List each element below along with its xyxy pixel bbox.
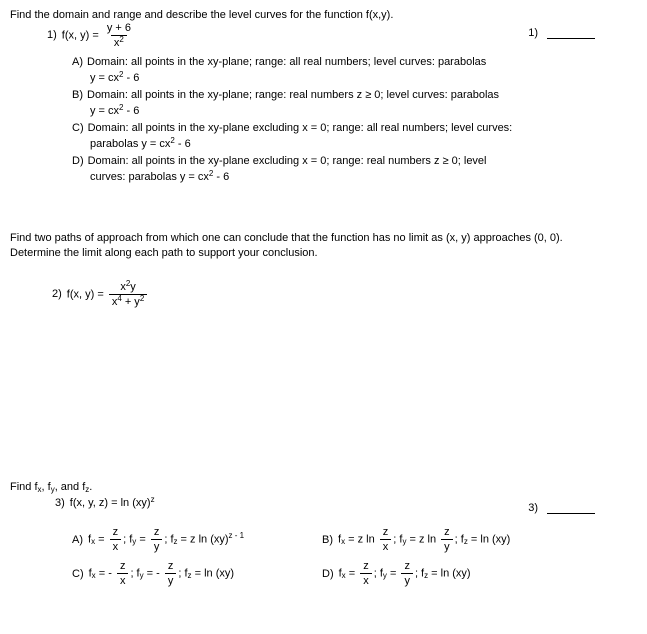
option-1d-formula: curves: parabolas $y = cx^2 - 6$ bbox=[90, 169, 230, 183]
problem-2-row bbox=[10, 281, 637, 308]
option-3c-formula: $f_x$ = - $\frac{z}{x}$ ; $f_y$ = - $\frac{z}{y}$ ; $f_z = \ln (xy)$ bbox=[88, 560, 235, 587]
option-1b-text: Domain: all points in the xy-plane; range: real numbers z ≥ 0; level curves: parabolas bbox=[87, 89, 500, 101]
problem-3-number: 3) bbox=[55, 497, 65, 509]
problem-2-statement bbox=[52, 281, 149, 308]
answer-3-number: 3) bbox=[528, 502, 538, 514]
option-3d-formula: $f_x$ = $\frac{z}{x}$ ; $f_y$ = $\frac{z}{y}$ ; $f_z = \ln (xy)$ bbox=[338, 560, 471, 587]
answer-1-number: 1) bbox=[528, 27, 538, 39]
option-3c bbox=[72, 560, 322, 587]
option-3c-label: C) bbox=[72, 567, 84, 580]
option-3b-formula: $f_x = z$ ln $\frac{z}{x}$ ; $f_y = z$ ln $\frac{z}{y}$ ; $f_z = \ln (xy)$ bbox=[338, 526, 511, 553]
section-2-instructions-line2: Determine the limit along each path to support your conclusion. bbox=[10, 247, 318, 259]
option-1b-label: B) bbox=[72, 89, 83, 101]
option-3b-label: B) bbox=[322, 533, 333, 546]
problem-3-row bbox=[10, 497, 637, 514]
problem-1-options bbox=[72, 54, 637, 185]
option-1c-text: Domain: all points in the xy-plane excluding x = 0; range: all real numbers; level curves: bbox=[87, 122, 513, 134]
option-3a-label: A) bbox=[72, 533, 83, 546]
problem-3-statement bbox=[55, 497, 155, 509]
problem-1-expression: f(x, y) = $\frac{y + 6}{x^2}$ bbox=[61, 22, 131, 49]
problem-3-section bbox=[10, 480, 637, 587]
problem-1-row bbox=[10, 22, 637, 49]
option-1d-text: Domain: all points in the xy-plane excluding x = 0; range: real numbers z ≥ 0; level bbox=[87, 155, 487, 167]
section-1-instructions: Find the domain and range and describe the level curves for the function f(x,y). bbox=[10, 9, 394, 21]
problem-3-options bbox=[72, 526, 637, 587]
option-1a bbox=[72, 54, 637, 86]
section-3-instructions: Find $f_x$, $f_y$, and $f_z$. bbox=[10, 481, 93, 494]
problem-3-expression: f(x, y, z) = ln (xy)$^z$ bbox=[69, 495, 155, 509]
option-1a-text: Domain: all points in the xy-plane; range: all real numbers; level curves: parabolas bbox=[87, 56, 487, 68]
option-3b bbox=[322, 526, 637, 553]
problem-2-expression: f(x, y) = $\frac{x^2y}{x^4 + y^2}$ bbox=[67, 281, 149, 308]
answer-1-blank[interactable] bbox=[547, 26, 595, 39]
option-1c-formula: parabolas $y = cx^2 - 6$ bbox=[90, 136, 191, 150]
problem-1-number: 1) bbox=[47, 29, 57, 41]
option-1a-label: A) bbox=[72, 56, 83, 68]
option-1c-label: C) bbox=[72, 122, 84, 134]
option-3d-label: D) bbox=[322, 567, 334, 580]
problem-1-section bbox=[10, 8, 637, 185]
option-3a bbox=[72, 526, 322, 553]
option-1b-formula: $y = cx^2 - 6$ bbox=[90, 103, 140, 117]
option-1c bbox=[72, 120, 637, 152]
problem-2-section bbox=[10, 231, 637, 308]
option-1a-formula: $y = cx^2 - 6$ bbox=[90, 70, 140, 84]
option-3d bbox=[322, 560, 637, 587]
answer-3-blank[interactable] bbox=[547, 501, 595, 514]
problem-2-number: 2) bbox=[52, 288, 62, 300]
section-2-instructions-line1: Find two paths of approach from which one can conclude that the function has no limit as (x, y) approaches (0, 0). bbox=[10, 232, 563, 244]
option-3a-formula: $f_x$ = $\frac{z}{x}$ ; $f_y$ = $\frac{z}{y}$ ; $f_z = z$ ln (xy)$^{z - 1}$ bbox=[88, 526, 245, 553]
answer-slot-3 bbox=[528, 497, 595, 514]
option-1b bbox=[72, 87, 637, 119]
option-1d-label: D) bbox=[72, 155, 84, 167]
option-1d bbox=[72, 153, 637, 185]
problem-1-statement bbox=[47, 22, 136, 49]
answer-slot-1 bbox=[528, 22, 595, 39]
